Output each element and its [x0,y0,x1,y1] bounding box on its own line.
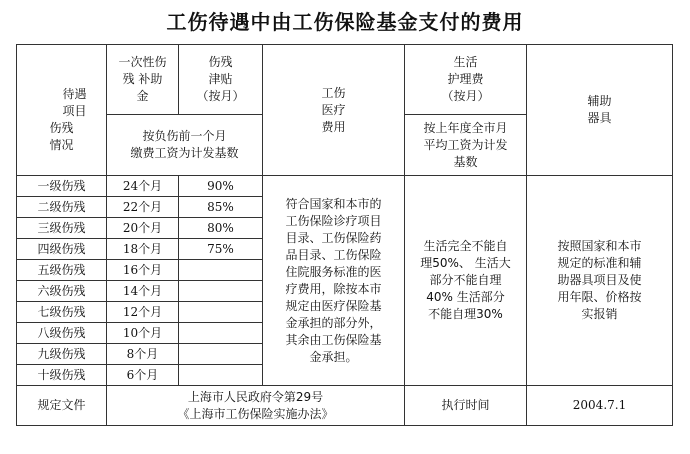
grade-cell: 六级伤残 [17,281,107,302]
allowance-cell [179,260,263,281]
grade-cell: 七级伤残 [17,302,107,323]
lump-sum-cell: 12个月 [107,302,179,323]
allowance-cell [179,323,263,344]
nursing-basis-line2: 平均工资为计发 [423,137,508,152]
grade-cell: 九级伤残 [17,344,107,365]
allowance-cell [179,302,263,323]
wage-basis-header [107,115,263,176]
medical-header-line2: 医疗 [321,102,346,117]
allowance-cell [179,281,263,302]
medical-header [263,45,405,176]
allowance-cell: 80% [179,218,263,239]
allowance-header [179,45,263,115]
lump-sum-header [107,45,179,115]
allowance-header-line2: 津贴 [208,72,233,86]
allowance-header-line1: 伤残 [208,55,233,69]
lump-sum-header-line2: 残 补助 [122,72,163,86]
corner-case-line2: 情况 [49,138,74,152]
regulation-line2: 《上海市工伤保险实施办法》 [177,406,334,421]
aid-text-line: 规定的标准和辅 [557,256,642,270]
grade-cell: 四级伤残 [17,239,107,260]
regulation-line1: 上海市人民政府令第29号 [187,389,324,404]
effective-label: 执行时间 [405,386,527,426]
medical-text-line: 其余由工伤保险基 [285,332,382,347]
regulation-label: 规定文件 [17,386,107,426]
aid-cost-cell [527,176,673,386]
nursing-text-line: 40% 生活部分 [426,290,505,304]
grade-cell: 一级伤残 [17,176,107,197]
aid-header-line1: 辅助 [587,94,612,108]
wage-basis-line1: 按负伤前一个月 [142,129,227,143]
page-title: 工伤待遇中由工伤保险基金支付的费用 [166,10,524,34]
medical-text-line: 工伤保险诊疗项目 [285,213,382,228]
corner-header-cell [17,45,107,176]
grade-cell: 八级伤残 [17,323,107,344]
lump-sum-cell: 10个月 [107,323,179,344]
footer-row [17,386,673,426]
aid-header-line2: 器具 [587,111,612,125]
effective-date: 2004.7.1 [527,386,673,426]
medical-header-line3: 费用 [321,119,346,134]
nursing-basis-header [405,115,527,176]
allowance-cell [179,365,263,386]
benefits-table [16,44,673,426]
grade-cell: 三级伤残 [17,218,107,239]
nursing-basis-line3: 基数 [453,154,478,169]
medical-text-line: 品目录、工伤保险 [285,247,382,262]
lump-sum-cell: 16个月 [107,260,179,281]
lump-sum-cell: 14个月 [107,281,179,302]
medical-text-line: 金承担的部分外， [285,315,382,330]
nursing-text-line: 不能自理30% [428,307,503,321]
allowance-cell: 75% [179,239,263,260]
lump-sum-header-line3: 金 [136,89,149,103]
nursing-header-line3: （按月） [441,89,490,103]
medical-cost-cell [263,176,405,386]
regulation-document [107,386,405,426]
aid-header [527,45,673,176]
allowance-cell [179,344,263,365]
aid-text-line: 按照国家和本市 [557,239,642,253]
corner-case-line1: 伤残 [49,121,74,135]
nursing-header [405,45,527,115]
nursing-text-line: 理50%、 生活大 [420,256,511,270]
aid-text-line: 用年限、价格按 [557,290,642,304]
allowance-header-line3: （按月） [196,89,245,103]
lump-sum-cell: 24个月 [107,176,179,197]
lump-sum-cell: 18个月 [107,239,179,260]
lump-sum-cell: 8个月 [107,344,179,365]
wage-basis-line2: 缴费工资为计发基数 [130,146,239,160]
nursing-text-line: 生活完全不能自 [423,239,508,253]
corner-item-line2: 项目 [62,104,87,118]
nursing-header-line1: 生活 [453,55,478,69]
lump-sum-cell: 22个月 [107,197,179,218]
nursing-basis-line1: 按上年度全市月 [423,120,508,135]
medical-text-line: 金承担。 [309,349,358,364]
nursing-text-line: 部分不能自理 [429,273,502,287]
medical-text-line: 疗费用，除按本市 [285,281,382,296]
grade-cell: 二级伤残 [17,197,107,218]
nursing-cost-cell [405,176,527,386]
lump-sum-cell: 6个月 [107,365,179,386]
lump-sum-header-line1: 一次性伤 [118,55,167,69]
medical-text-line: 目录、工伤保险药 [285,230,382,245]
grade-cell: 五级伤残 [17,260,107,281]
grade-cell: 十级伤残 [17,365,107,386]
lump-sum-cell: 20个月 [107,218,179,239]
aid-text-line: 助器具项目及使 [557,273,642,287]
nursing-header-line2: 护理费 [447,72,484,86]
medical-text-line: 住院服务标准的医 [285,264,382,279]
medical-text-line: 符合国家和本市的 [285,196,382,211]
aid-text-line: 实报销 [581,307,618,321]
medical-text-line: 规定由医疗保险基 [285,298,382,313]
corner-item-line1: 待遇 [62,87,87,101]
medical-header-line1: 工伤 [321,85,346,100]
allowance-cell: 90% [179,176,263,197]
table-row [17,176,673,197]
allowance-cell: 85% [179,197,263,218]
header-row-top [17,45,673,115]
